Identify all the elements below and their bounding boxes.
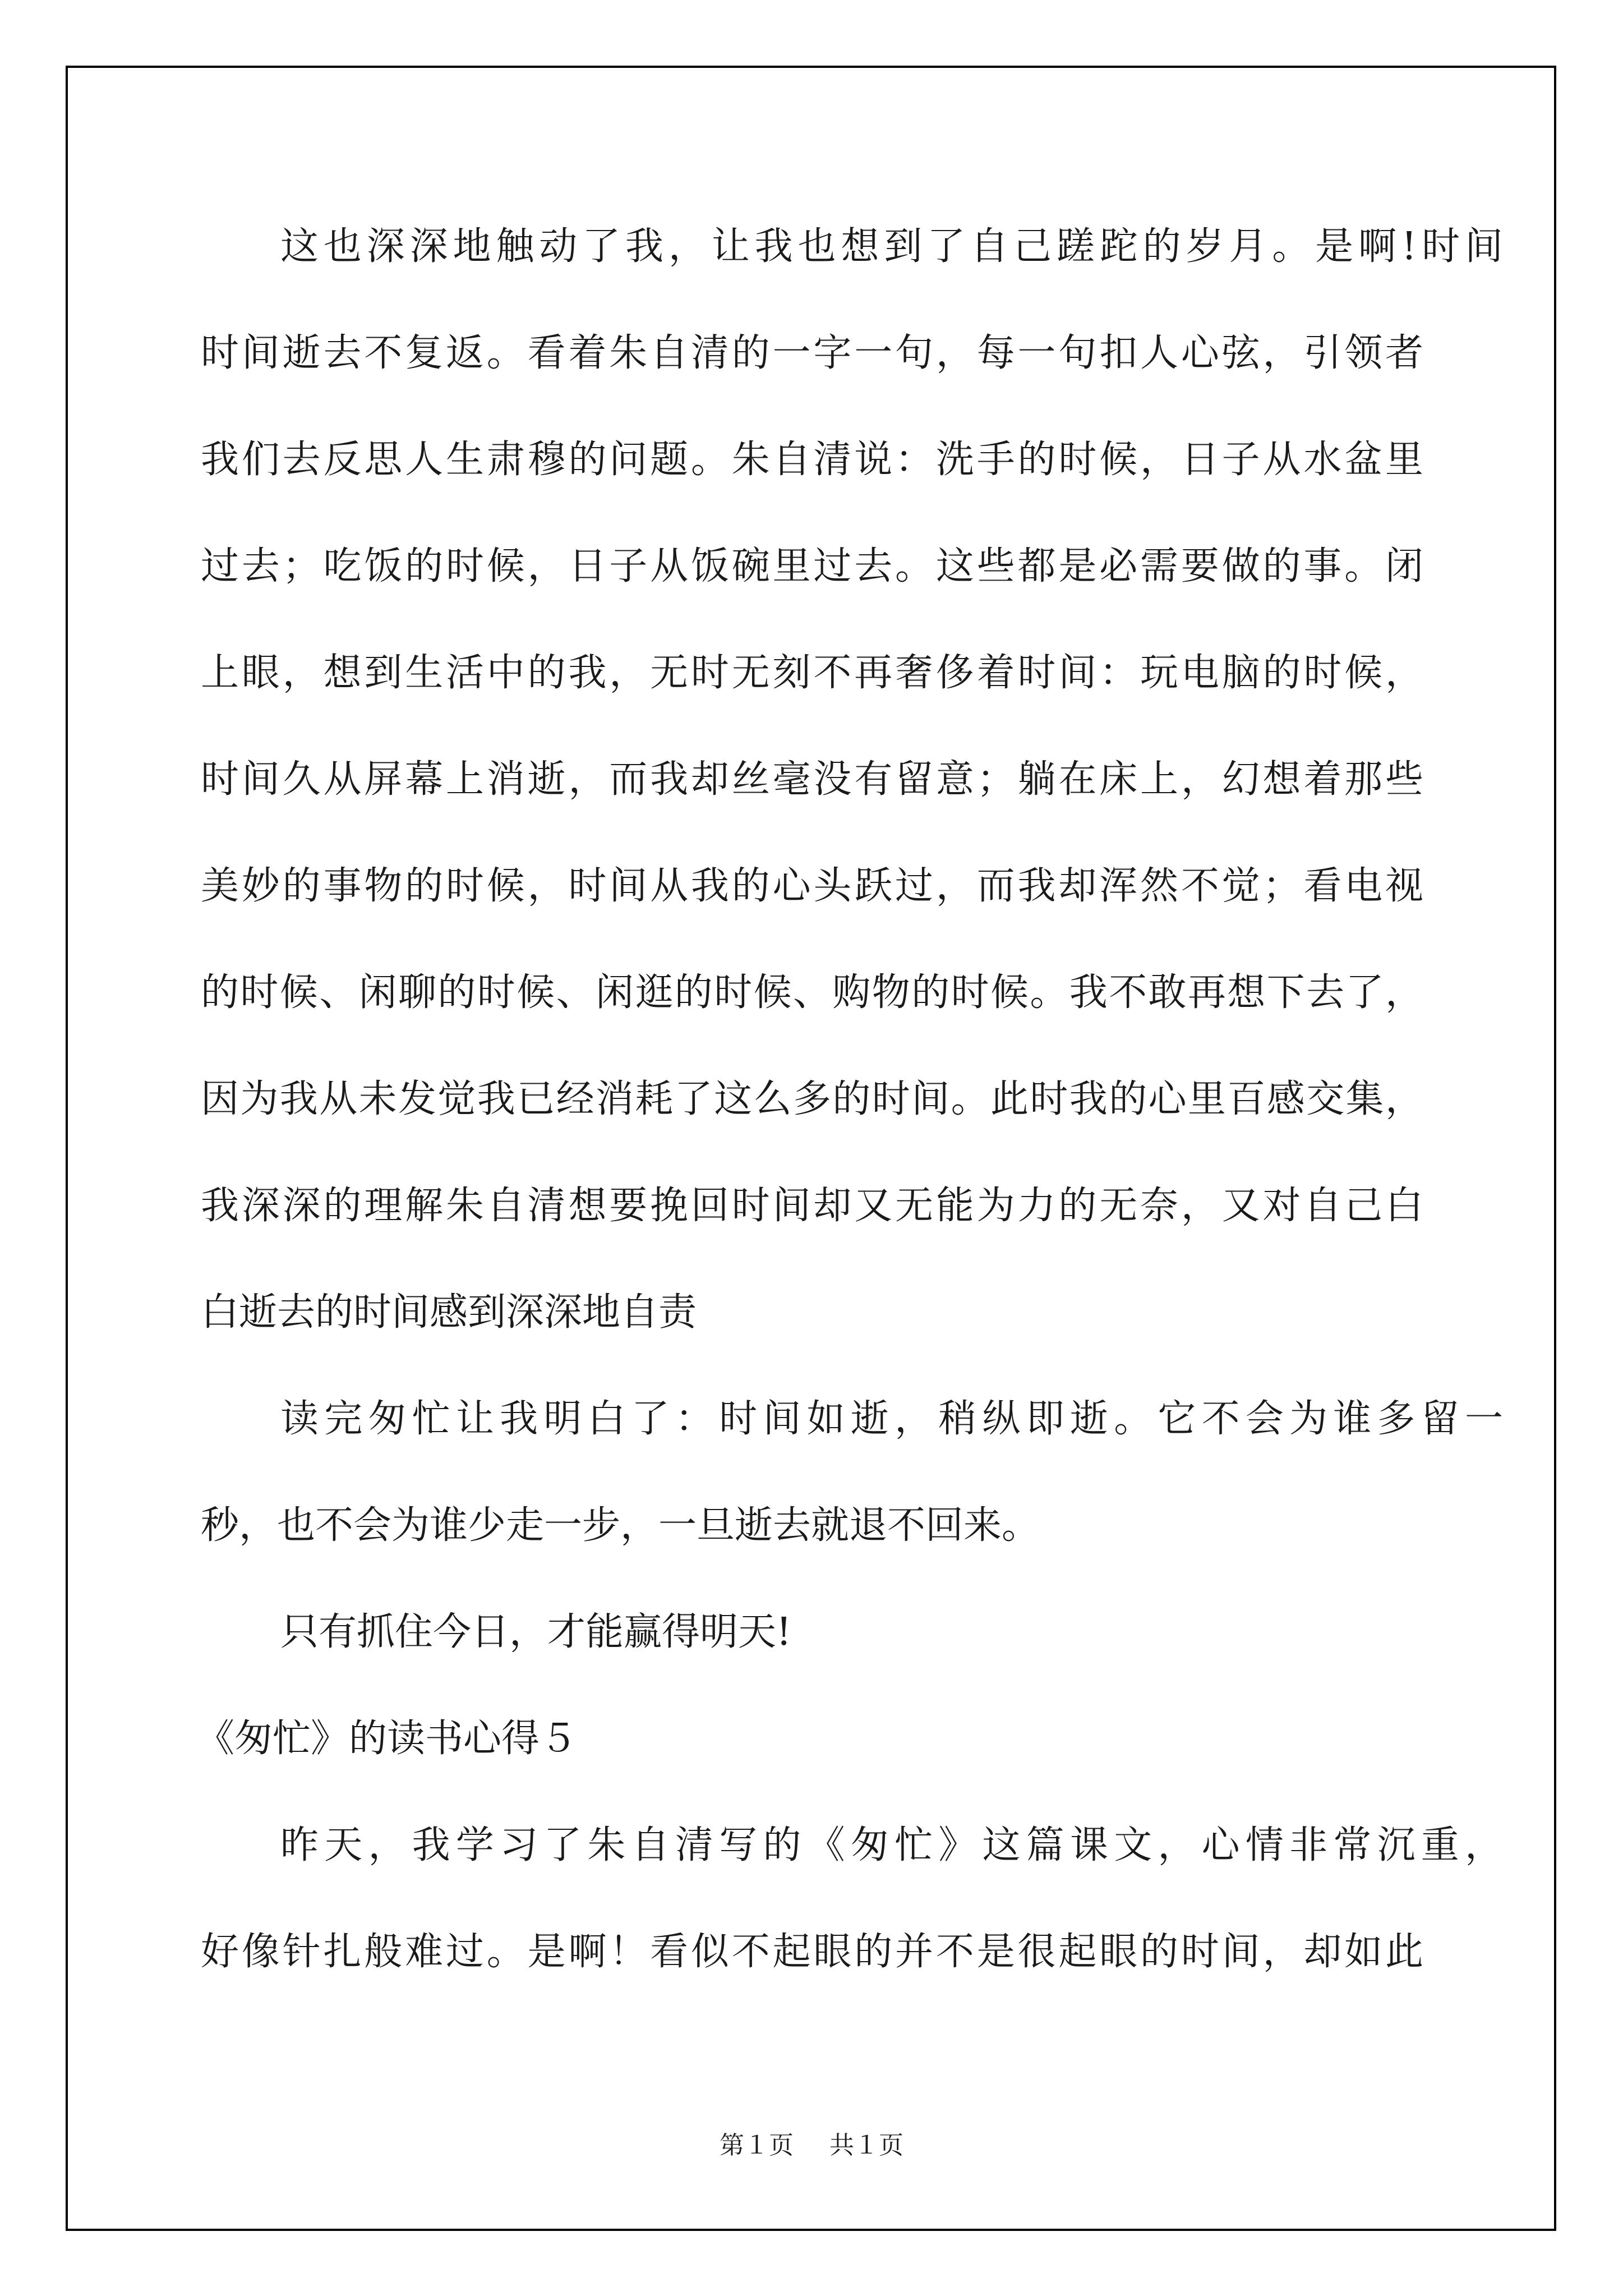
document-body (196, 194, 1503, 2005)
paragraph-line: 读完匆忙让我明白了：时间如逝，稍纵即逝。它不会为谁多留一 (280, 1397, 1503, 1441)
paragraph-line: 因为我从未发觉我已经消耗了这么多的时间。此时我的心里百感交集， (201, 1077, 1423, 1121)
paragraph-line: 好像针扎般难过。是啊！看似不起眼的并不是很起眼的时间，却如此 (201, 1930, 1423, 1974)
page-footer (0, 2125, 1623, 2161)
paragraph-line: 昨天，我学习了朱自清写的《匆忙》这篇课文，心情非常沉重， (280, 1823, 1503, 1867)
paragraph-line: 美妙的事物的时候，时间从我的心头跃过，而我却浑然不觉；看电视 (201, 864, 1423, 908)
page-number: 第１页 (720, 2131, 794, 2160)
paragraph-line: 过去；吃饭的时候，日子从饭碗里过去。这些都是必需要做的事。闭 (201, 544, 1423, 588)
paragraph-line: 的时候、闲聊的时候、闲逛的时候、购物的时候。我不敢再想下去了， (201, 970, 1423, 1015)
paragraph-line: 白逝去的时间感到深深地自责 (201, 1290, 697, 1335)
section-heading: 《匆忙》的读书心得５ (196, 1717, 578, 1761)
paragraph-line: 这也深深地触动了我，让我也想到了自己蹉跎的岁月。是啊!时间 (280, 224, 1503, 269)
paragraph-line: 上眼，想到生活中的我，无时无刻不再奢侈着时间：玩电脑的时候， (201, 651, 1423, 695)
paragraph-line: 只有抓住今日，才能赢得明天! (280, 1610, 792, 1654)
paragraph-line: 秒，也不会为谁少走一步，一旦逝去就退不回来。 (201, 1503, 1040, 1548)
paragraph-line: 时间久从屏幕上消逝，而我却丝毫没有留意；躺在床上，幻想着那些 (201, 757, 1423, 802)
paragraph-line: 我们去反思人生肃穆的问题。朱自清说：洗手的时候，日子从水盆里 (201, 438, 1423, 482)
page-total: 共１页 (829, 2131, 903, 2160)
paragraph-line: 我深深的理解朱自清想要挽回时间却又无能为力的无奈，又对自己白 (201, 1184, 1423, 1228)
paragraph-line: 时间逝去不复返。看着朱自清的一字一句，每一句扣人心弦，引领者 (201, 331, 1423, 375)
